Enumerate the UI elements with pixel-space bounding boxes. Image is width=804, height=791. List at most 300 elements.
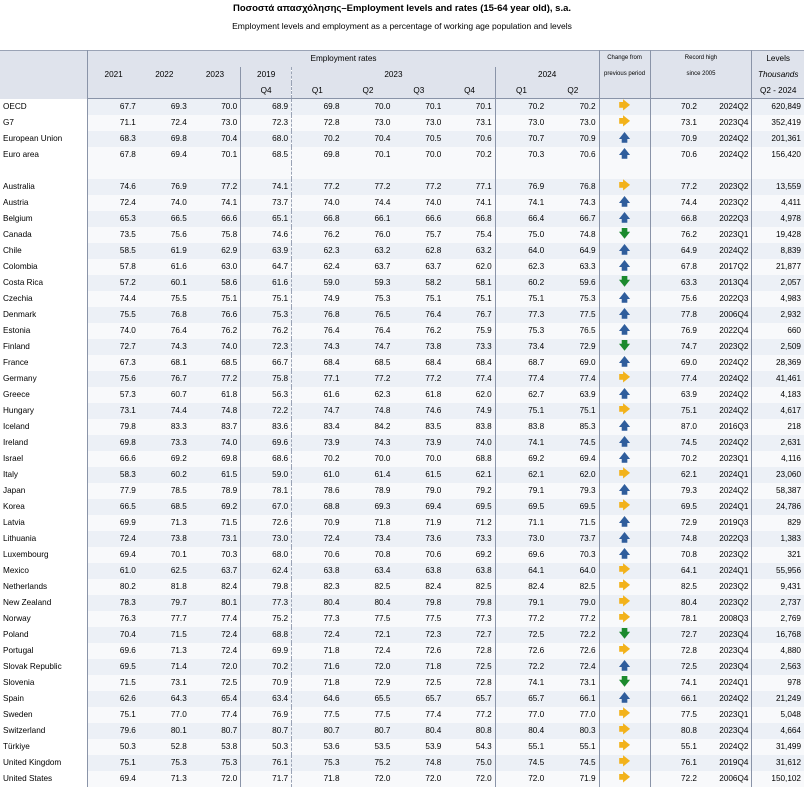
rate-cell: 74.0 [190, 339, 241, 355]
rate-cell: 71.6 [292, 659, 343, 675]
rate-cell: 72.7 [444, 627, 495, 643]
rate-cell: 71.8 [292, 771, 343, 787]
rate-cell: 71.3 [139, 771, 190, 787]
header-corner [0, 51, 88, 99]
header-empty [650, 83, 752, 99]
record-high-period: 2024Q2 [700, 739, 752, 755]
rate-cell: 75.0 [495, 227, 547, 243]
table-row [0, 99, 804, 115]
rate-cell: 76.4 [139, 323, 190, 339]
arrow-up-icon: 🡅 [618, 212, 631, 224]
rate-cell: 72.4 [343, 643, 394, 659]
rate-cell: 85.3 [547, 419, 599, 435]
employment-level: 41,461 [752, 371, 804, 387]
record-high-value: 69.5 [650, 499, 700, 515]
record-high-value: 69.0 [650, 355, 700, 371]
row-spacer-cell [292, 163, 343, 179]
trend-cell [599, 675, 650, 691]
arrow-flat-icon: 🡆 [618, 772, 631, 784]
record-high-value: 76.9 [650, 323, 700, 339]
rate-cell: 68.9 [241, 99, 292, 115]
rate-cell: 72.6 [241, 515, 292, 531]
trend-cell [599, 99, 650, 115]
rate-cell: 68.8 [444, 451, 495, 467]
rate-cell: 72.0 [444, 771, 495, 787]
rate-cell: 69.2 [495, 451, 547, 467]
rate-cell: 77.2 [190, 371, 241, 387]
rate-cell: 79.3 [547, 483, 599, 499]
arrow-flat-icon: 🡆 [618, 404, 631, 416]
rate-cell: 73.4 [495, 339, 547, 355]
country-name: Greece [0, 387, 88, 403]
arrow-flat-icon: 🡆 [618, 612, 631, 624]
rate-cell: 53.8 [190, 739, 241, 755]
rate-cell: 77.9 [88, 483, 139, 499]
table-row [0, 195, 804, 211]
rate-cell: 69.9 [241, 643, 292, 659]
rate-cell: 84.2 [343, 419, 394, 435]
rate-cell: 72.0 [343, 659, 394, 675]
arrow-up-icon: 🡅 [618, 132, 631, 144]
employment-level: 2,563 [752, 659, 804, 675]
rate-cell: 68.5 [241, 147, 292, 163]
rate-cell: 72.5 [190, 675, 241, 691]
rate-cell: 70.3 [495, 147, 547, 163]
arrow-down-icon: 🡇 [618, 228, 631, 240]
rate-cell: 70.2 [292, 131, 343, 147]
rate-cell: 62.0 [444, 387, 495, 403]
rate-cell: 71.8 [343, 515, 394, 531]
rate-cell: 59.6 [547, 275, 599, 291]
rate-cell: 73.1 [190, 531, 241, 547]
rate-cell: 80.1 [139, 723, 190, 739]
arrow-flat-icon: 🡆 [618, 644, 631, 656]
employment-level: 218 [752, 419, 804, 435]
rate-cell: 53.9 [393, 739, 444, 755]
record-high-period: 2019Q4 [700, 755, 752, 771]
trend-cell [599, 179, 650, 195]
rate-cell: 71.8 [393, 659, 444, 675]
rate-cell: 73.5 [88, 227, 139, 243]
trend-cell [599, 723, 650, 739]
rate-cell: 72.5 [444, 659, 495, 675]
header-row-3 [0, 83, 804, 99]
rate-cell: 74.1 [444, 195, 495, 211]
rate-cell: 77.2 [190, 179, 241, 195]
rate-cell: 62.1 [495, 467, 547, 483]
rate-cell: 70.0 [343, 451, 394, 467]
rate-cell: 70.7 [495, 131, 547, 147]
record-high-value: 72.7 [650, 627, 700, 643]
rate-cell: 70.0 [190, 99, 241, 115]
rate-cell: 71.1 [88, 115, 139, 131]
employment-level: 4,983 [752, 291, 804, 307]
rate-cell: 63.2 [444, 243, 495, 259]
rate-cell: 75.6 [88, 371, 139, 387]
rate-cell: 83.7 [190, 419, 241, 435]
country-name: United States [0, 771, 88, 787]
employment-level: 4,978 [752, 211, 804, 227]
rate-cell: 70.4 [88, 627, 139, 643]
rate-cell: 72.2 [241, 403, 292, 419]
header-employment-rates: Employment rates [88, 51, 599, 67]
rate-cell: 72.6 [393, 643, 444, 659]
rate-cell: 71.5 [88, 675, 139, 691]
country-name: France [0, 355, 88, 371]
header-q2-2024: Q2 - 2024 [752, 83, 804, 99]
rate-cell: 64.3 [139, 691, 190, 707]
record-high-value: 64.1 [650, 563, 700, 579]
rate-cell: 68.1 [139, 355, 190, 371]
row-spacer-cell [700, 163, 752, 179]
rate-cell: 77.2 [495, 611, 547, 627]
rate-cell: 76.9 [241, 707, 292, 723]
record-high-period: 2016Q3 [700, 419, 752, 435]
record-high-value: 76.1 [650, 755, 700, 771]
rate-cell: 77.4 [495, 371, 547, 387]
rate-cell: 77.2 [444, 707, 495, 723]
rate-cell: 72.8 [444, 643, 495, 659]
arrow-up-icon: 🡅 [618, 244, 631, 256]
rate-cell: 73.1 [444, 115, 495, 131]
rate-cell: 70.9 [292, 515, 343, 531]
table-row [0, 339, 804, 355]
row-spacer-cell [393, 163, 444, 179]
rate-cell: 70.0 [343, 99, 394, 115]
record-high-period: 2023Q4 [700, 723, 752, 739]
rate-cell: 70.9 [547, 131, 599, 147]
arrow-flat-icon: 🡆 [618, 468, 631, 480]
row-spacer-cell [752, 163, 804, 179]
employment-level: 16,768 [752, 627, 804, 643]
rate-cell: 75.3 [547, 291, 599, 307]
arrow-up-icon: 🡅 [618, 484, 631, 496]
rate-cell: 70.1 [393, 99, 444, 115]
rate-cell: 69.4 [139, 147, 190, 163]
rate-cell: 76.9 [139, 179, 190, 195]
employment-level: 2,769 [752, 611, 804, 627]
country-name: European Union [0, 131, 88, 147]
record-high-period: 2024Q2 [700, 243, 752, 259]
table-row [0, 467, 804, 483]
rate-cell: 63.9 [241, 243, 292, 259]
trend-cell [599, 211, 650, 227]
row-spacer-cell [88, 163, 139, 179]
rate-cell: 72.0 [343, 771, 394, 787]
rate-cell: 72.5 [393, 675, 444, 691]
trend-cell [599, 227, 650, 243]
country-name: New Zealand [0, 595, 88, 611]
rate-cell: 70.0 [393, 147, 444, 163]
rate-cell: 70.3 [190, 547, 241, 563]
arrow-up-icon: 🡅 [618, 292, 631, 304]
rate-cell: 75.2 [343, 755, 394, 771]
rate-cell: 75.3 [190, 755, 241, 771]
rate-cell: 78.5 [139, 483, 190, 499]
trend-cell [599, 275, 650, 291]
table-row [0, 355, 804, 371]
rate-cell: 70.2 [241, 659, 292, 675]
rate-cell: 77.3 [292, 611, 343, 627]
row-spacer-cell [343, 163, 394, 179]
employment-level: 352,419 [752, 115, 804, 131]
rate-cell: 62.1 [444, 467, 495, 483]
trend-cell [599, 195, 650, 211]
rate-cell: 77.3 [241, 595, 292, 611]
rate-cell: 70.2 [444, 147, 495, 163]
record-high-period: 2006Q4 [700, 771, 752, 787]
row-spacer-cell [139, 163, 190, 179]
rate-cell: 55.1 [547, 739, 599, 755]
rate-cell: 73.0 [190, 115, 241, 131]
rate-cell: 75.4 [444, 227, 495, 243]
record-high-period: 2023Q1 [700, 227, 752, 243]
rate-cell: 72.0 [190, 659, 241, 675]
rate-cell: 65.7 [444, 691, 495, 707]
rate-cell: 50.3 [241, 739, 292, 755]
rate-cell: 74.9 [444, 403, 495, 419]
rate-cell: 67.3 [88, 355, 139, 371]
rate-cell: 81.8 [139, 579, 190, 595]
rate-cell: 79.0 [393, 483, 444, 499]
rate-cell: 62.3 [343, 387, 394, 403]
rate-cell: 53.6 [292, 739, 343, 755]
country-name: United Kingdom [0, 755, 88, 771]
employment-level: 201,361 [752, 131, 804, 147]
rate-cell: 75.3 [495, 323, 547, 339]
rate-cell: 80.4 [495, 723, 547, 739]
rate-cell: 75.1 [241, 291, 292, 307]
rate-cell: 69.8 [292, 99, 343, 115]
trend-cell [599, 627, 650, 643]
rate-cell: 69.3 [343, 499, 394, 515]
record-high-period: 2024Q2 [700, 387, 752, 403]
record-high-value: 70.9 [650, 131, 700, 147]
rate-cell: 63.9 [547, 387, 599, 403]
arrow-flat-icon: 🡆 [618, 180, 631, 192]
rate-cell: 68.0 [241, 547, 292, 563]
trend-cell [599, 355, 650, 371]
rate-cell: 62.7 [495, 387, 547, 403]
country-name: Ireland [0, 435, 88, 451]
rate-cell: 64.7 [241, 259, 292, 275]
trend-cell [599, 419, 650, 435]
trend-cell [599, 259, 650, 275]
rate-cell: 63.7 [190, 563, 241, 579]
rate-cell: 79.8 [241, 579, 292, 595]
table-row [0, 723, 804, 739]
rate-cell: 61.5 [190, 467, 241, 483]
rate-cell: 69.5 [88, 659, 139, 675]
arrow-down-icon: 🡇 [618, 276, 631, 288]
record-high-value: 77.2 [650, 179, 700, 195]
record-high-period: 2024Q2 [700, 147, 752, 163]
rate-cell: 74.7 [343, 339, 394, 355]
rate-cell: 76.0 [343, 227, 394, 243]
rate-cell: 58.1 [444, 275, 495, 291]
rate-cell: 66.7 [547, 211, 599, 227]
rate-cell: 74.8 [547, 227, 599, 243]
rate-cell: 66.5 [139, 211, 190, 227]
rate-cell: 66.5 [88, 499, 139, 515]
record-high-value: 55.1 [650, 739, 700, 755]
rate-cell: 74.0 [88, 323, 139, 339]
table-row [0, 675, 804, 691]
employment-level: 55,956 [752, 563, 804, 579]
employment-level: 660 [752, 323, 804, 339]
rate-cell: 73.0 [495, 115, 547, 131]
table-row [0, 771, 804, 787]
rate-cell: 74.6 [88, 179, 139, 195]
header-year-2021: 2021 [88, 67, 139, 83]
record-high-value: 72.5 [650, 659, 700, 675]
rate-cell: 74.1 [495, 435, 547, 451]
rate-cell: 65.7 [393, 691, 444, 707]
rate-cell: 70.1 [139, 547, 190, 563]
row-spacer-cell [241, 163, 292, 179]
employment-level: 2,509 [752, 339, 804, 355]
trend-cell [599, 435, 650, 451]
record-high-value: 70.8 [650, 547, 700, 563]
record-high-period: 2023Q1 [700, 451, 752, 467]
country-name: Spain [0, 691, 88, 707]
record-high-value: 62.1 [650, 467, 700, 483]
country-name: Slovak Republic [0, 659, 88, 675]
rate-cell: 62.4 [292, 259, 343, 275]
record-high-value: 80.4 [650, 595, 700, 611]
rate-cell: 72.8 [292, 115, 343, 131]
rate-cell: 76.4 [393, 307, 444, 323]
rate-cell: 63.7 [393, 259, 444, 275]
record-high-value: 76.2 [650, 227, 700, 243]
rate-cell: 53.5 [343, 739, 394, 755]
rate-cell: 69.6 [88, 643, 139, 659]
rate-cell: 65.1 [241, 211, 292, 227]
rate-cell: 65.5 [343, 691, 394, 707]
record-high-period: 2023Q4 [700, 627, 752, 643]
rate-cell: 77.2 [547, 611, 599, 627]
table-row [0, 259, 804, 275]
rate-cell: 77.2 [393, 371, 444, 387]
rate-cell: 71.4 [139, 659, 190, 675]
rate-cell: 64.1 [495, 563, 547, 579]
spacer-row [0, 163, 804, 179]
rate-cell: 76.2 [241, 323, 292, 339]
arrow-flat-icon: 🡆 [618, 372, 631, 384]
record-high-value: 63.3 [650, 275, 700, 291]
country-name: Denmark [0, 307, 88, 323]
rate-cell: 73.0 [343, 115, 394, 131]
header-empty [599, 83, 650, 99]
header-row-2 [0, 67, 804, 83]
trend-cell [599, 691, 650, 707]
table-row [0, 755, 804, 771]
trend-cell [599, 531, 650, 547]
rate-cell: 67.0 [241, 499, 292, 515]
rate-cell: 80.7 [241, 723, 292, 739]
rate-cell: 73.9 [393, 435, 444, 451]
record-high-period: 2024Q2 [700, 371, 752, 387]
employment-level: 4,880 [752, 643, 804, 659]
rate-cell: 74.0 [139, 195, 190, 211]
arrow-up-icon: 🡅 [618, 548, 631, 560]
header-quarter: Q1 [292, 83, 343, 99]
record-high-value: 70.6 [650, 147, 700, 163]
rate-cell: 73.4 [343, 531, 394, 547]
rate-cell: 62.3 [495, 259, 547, 275]
rate-cell: 72.2 [495, 659, 547, 675]
rate-cell: 76.2 [393, 323, 444, 339]
table-row [0, 387, 804, 403]
record-high-value: 74.4 [650, 195, 700, 211]
arrow-flat-icon: 🡆 [618, 116, 631, 128]
employment-level: 31,499 [752, 739, 804, 755]
table-row [0, 707, 804, 723]
rate-cell: 73.0 [393, 115, 444, 131]
trend-cell [599, 403, 650, 419]
trend-cell [599, 243, 650, 259]
rate-cell: 57.3 [88, 387, 139, 403]
rate-cell: 77.4 [547, 371, 599, 387]
rate-cell: 75.0 [444, 755, 495, 771]
rate-cell: 72.1 [343, 627, 394, 643]
rate-cell: 73.7 [547, 531, 599, 547]
table-row [0, 547, 804, 563]
rate-cell: 66.1 [343, 211, 394, 227]
rate-cell: 69.8 [88, 435, 139, 451]
rate-cell: 70.6 [444, 131, 495, 147]
rate-cell: 61.5 [393, 467, 444, 483]
rate-cell: 73.8 [393, 339, 444, 355]
rate-cell: 73.3 [444, 531, 495, 547]
rate-cell: 72.0 [495, 771, 547, 787]
rate-cell: 82.4 [393, 579, 444, 595]
rate-cell: 72.6 [495, 643, 547, 659]
rate-cell: 76.3 [88, 611, 139, 627]
record-high-value: 74.1 [650, 675, 700, 691]
rate-cell: 75.2 [241, 611, 292, 627]
table-row [0, 515, 804, 531]
rate-cell: 77.2 [292, 179, 343, 195]
employment-level: 8,839 [752, 243, 804, 259]
arrow-flat-icon: 🡆 [618, 756, 631, 768]
table-row [0, 563, 804, 579]
row-spacer-cell [190, 163, 241, 179]
employment-level: 978 [752, 675, 804, 691]
rate-cell: 66.6 [393, 211, 444, 227]
arrow-up-icon: 🡅 [618, 324, 631, 336]
header-quarter: Q2 [547, 83, 599, 99]
rate-cell: 71.5 [190, 515, 241, 531]
rate-cell: 54.3 [444, 739, 495, 755]
row-spacer-cell [650, 163, 700, 179]
rate-cell: 72.4 [88, 531, 139, 547]
rate-cell: 68.4 [444, 355, 495, 371]
rate-cell: 55.1 [495, 739, 547, 755]
rate-cell: 70.1 [444, 99, 495, 115]
rate-cell: 75.1 [393, 291, 444, 307]
employment-table [0, 50, 804, 787]
employment-level: 2,631 [752, 435, 804, 451]
employment-level: 4,617 [752, 403, 804, 419]
country-name: Finland [0, 339, 88, 355]
trend-cell [599, 515, 650, 531]
country-name: Hungary [0, 403, 88, 419]
header-quarter: Q3 [393, 83, 444, 99]
rate-cell: 68.7 [495, 355, 547, 371]
rate-cell: 62.5 [139, 563, 190, 579]
header-quarter: Q4 [444, 83, 495, 99]
